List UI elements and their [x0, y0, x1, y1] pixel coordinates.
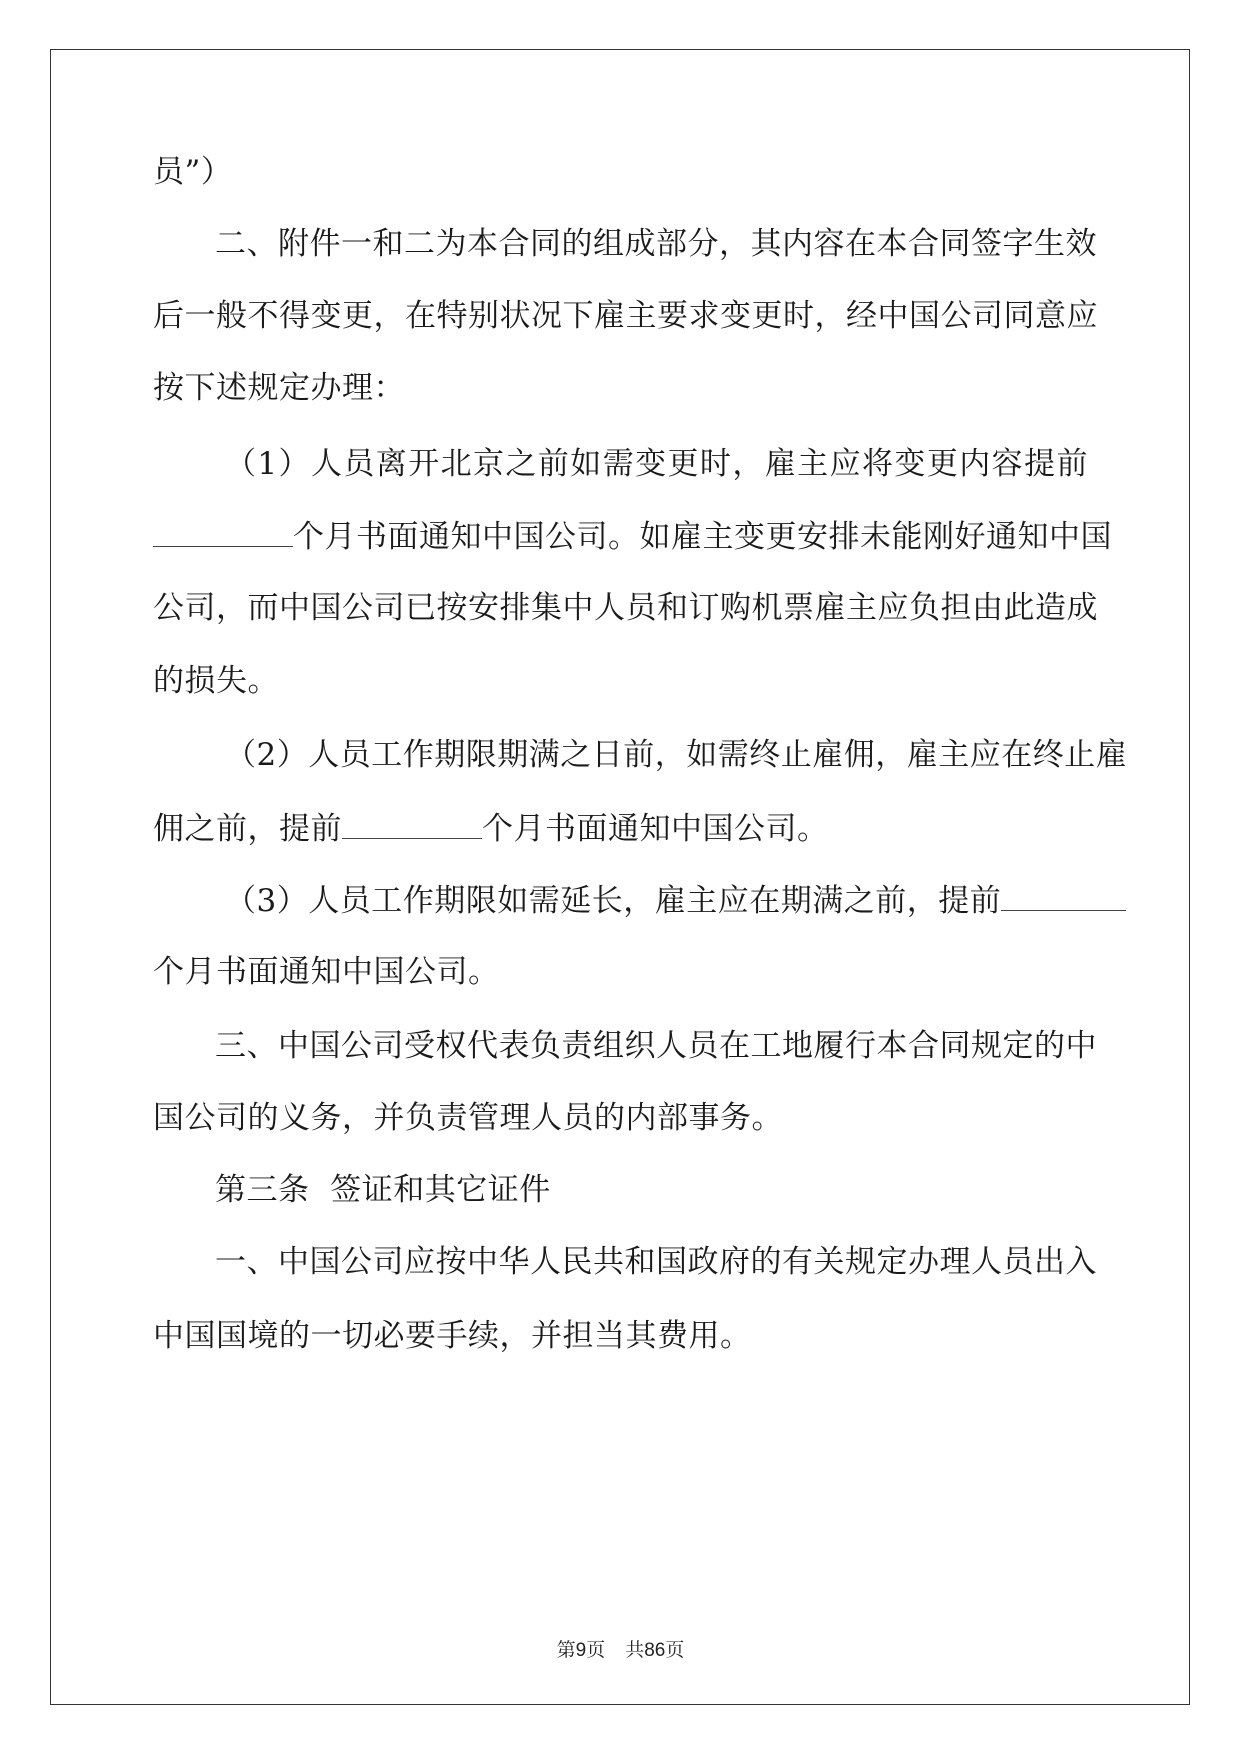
text-segment: 个月书面通知中国公司。 [482, 811, 829, 847]
current-page-number: 9 [575, 1640, 587, 1661]
text-line: （1）人员离开北京之前如需变更时，雇主应将变更内容提前 [225, 446, 1088, 482]
text-segment: （3）人员工作期限如需延长，雇主应在期满之前，提前 [225, 883, 1002, 919]
text-line-with-blank [153, 516, 1112, 557]
text-segment: 个月书面通知中国公司。如雇主变更安排未能刚好通知中国 [293, 519, 1112, 555]
text-line: 二、附件一和二为本合同的组成部分，其内容在本合同签字生效 [215, 226, 1097, 262]
text-line: 员”） [153, 154, 233, 190]
text-line-with-blank [153, 808, 1088, 849]
page-prefix: 第 [556, 1639, 576, 1661]
text-line: （2）人员工作期限期满之日前，如需终止雇佣，雇主应在终止雇 [225, 737, 1128, 773]
fill-in-blank [1001, 880, 1126, 911]
text-line: 个月书面通知中国公司。 [153, 954, 500, 990]
text-line: 按下述规定办理： [153, 370, 405, 406]
page-label: 页 [586, 1639, 606, 1661]
text-line: 的损失。 [153, 663, 279, 699]
text-line: 国公司的义务，并负责管理人员的内部事务。 [153, 1100, 783, 1136]
fill-in-blank [153, 516, 293, 547]
text-line: 公司，而中国公司已按安排集中人员和订购机票雇主应负担由此造成 [153, 590, 1098, 626]
text-segment: 佣之前，提前 [153, 811, 342, 847]
total-page-number: 86 [644, 1640, 666, 1661]
text-line: 一、中国公司应按中华人民共和国政府的有关规定办理人员出入 [215, 1244, 1097, 1280]
text-line: 后一般不得变更，在特别状况下雇主要求变更时，经中国公司同意应 [153, 298, 1098, 334]
text-line-with-blank [153, 880, 1088, 921]
total-suffix: 页 [665, 1639, 685, 1661]
fill-in-blank [342, 808, 482, 839]
total-prefix: 共 [625, 1639, 645, 1661]
text-line: 三、中国公司受权代表负责组织人员在工地履行本合同规定的中 [215, 1028, 1097, 1064]
article-heading: 第三条 签证和其它证件 [215, 1172, 551, 1208]
page-footer [0, 1635, 1241, 1662]
text-line: 中国国境的一切必要手续，并担当其费用。 [153, 1318, 752, 1354]
